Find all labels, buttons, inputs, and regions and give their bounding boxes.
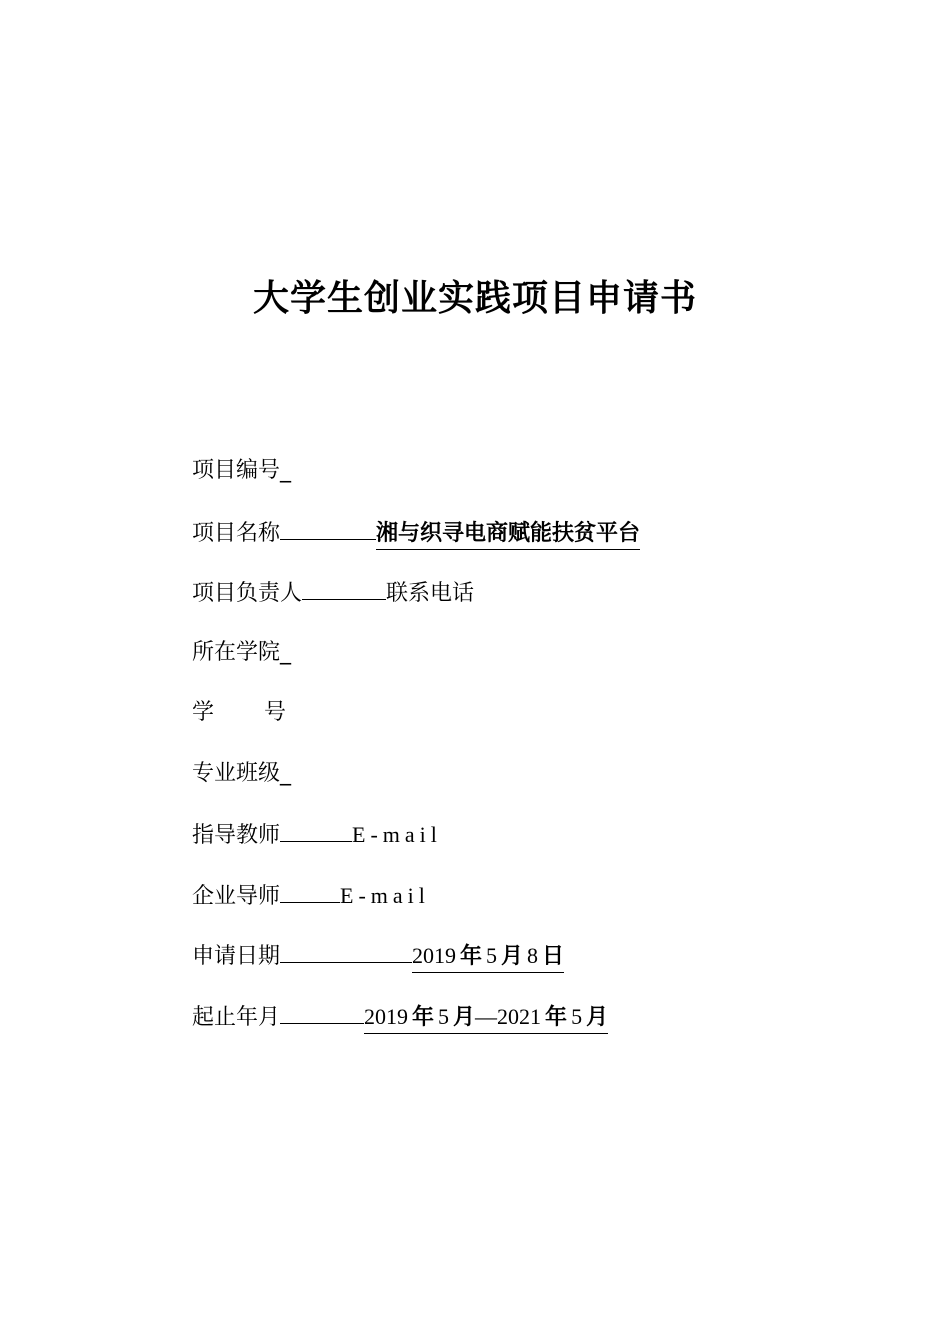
apply-date-day-unit: 日: [542, 944, 565, 969]
period-label: 起止年月: [192, 1005, 281, 1030]
college-value: _: [280, 640, 292, 665]
enterprise-mentor-email-label: E-mail: [340, 883, 430, 908]
contact-label: 联系电话: [386, 581, 475, 606]
advisor-label: 指导教师: [192, 823, 281, 848]
enterprise-mentor-blank: [280, 880, 340, 903]
major-class-row: [192, 759, 291, 789]
major-class-label: 专业班级: [192, 761, 281, 786]
apply-date-year-unit: 年: [460, 944, 483, 969]
apply-date-value: [412, 941, 564, 973]
apply-date-blank: [280, 940, 412, 963]
project-number-value: _: [280, 458, 292, 483]
document-title: 大学生创业实践项目申请书: [252, 278, 697, 319]
period-start-month-unit: 月: [453, 1005, 476, 1030]
student-id-label-a: 学: [192, 700, 215, 725]
period-end-year: 2021: [497, 1004, 542, 1029]
enterprise-mentor-row: [192, 880, 430, 910]
period-start-year-unit: 年: [412, 1005, 435, 1030]
apply-date-row: [192, 940, 564, 970]
college-label: 所在学院: [192, 640, 281, 665]
period-start-month: 5: [438, 1004, 450, 1029]
project-name-blank: [280, 517, 376, 540]
project-name-label: 项目名称: [192, 521, 281, 546]
advisor-email-label: E-mail: [352, 822, 442, 847]
project-number-label: 项目编号: [192, 458, 281, 483]
period-end-month: 5: [571, 1004, 583, 1029]
project-number-row: [192, 456, 291, 486]
period-start-year: 2019: [364, 1004, 409, 1029]
major-class-value: _: [280, 761, 292, 786]
apply-date-month: 5: [486, 943, 498, 968]
enterprise-mentor-label: 企业导师: [192, 884, 281, 909]
leader-label: 项目负责人: [192, 581, 303, 606]
apply-date-year: 2019: [412, 943, 457, 968]
college-row: [192, 638, 291, 668]
project-name-value: 湘与织寻电商赋能扶贫平台: [376, 519, 640, 550]
advisor-row: [192, 819, 442, 849]
leader-row: [192, 577, 474, 607]
advisor-blank: [280, 819, 352, 842]
leader-blank: [302, 577, 386, 600]
apply-date-day: 8: [527, 943, 539, 968]
period-end-year-unit: 年: [545, 1005, 568, 1030]
period-blank: [280, 1001, 364, 1024]
apply-date-month-unit: 月: [501, 944, 524, 969]
period-end-month-unit: 月: [586, 1005, 609, 1030]
period-row: [192, 1001, 608, 1031]
project-name-row: [192, 517, 640, 547]
student-id-row: [192, 698, 286, 728]
period-value: [364, 1002, 608, 1034]
apply-date-label: 申请日期: [192, 944, 281, 969]
student-id-label-b: 号: [264, 700, 287, 725]
period-dash: —: [475, 1004, 498, 1029]
